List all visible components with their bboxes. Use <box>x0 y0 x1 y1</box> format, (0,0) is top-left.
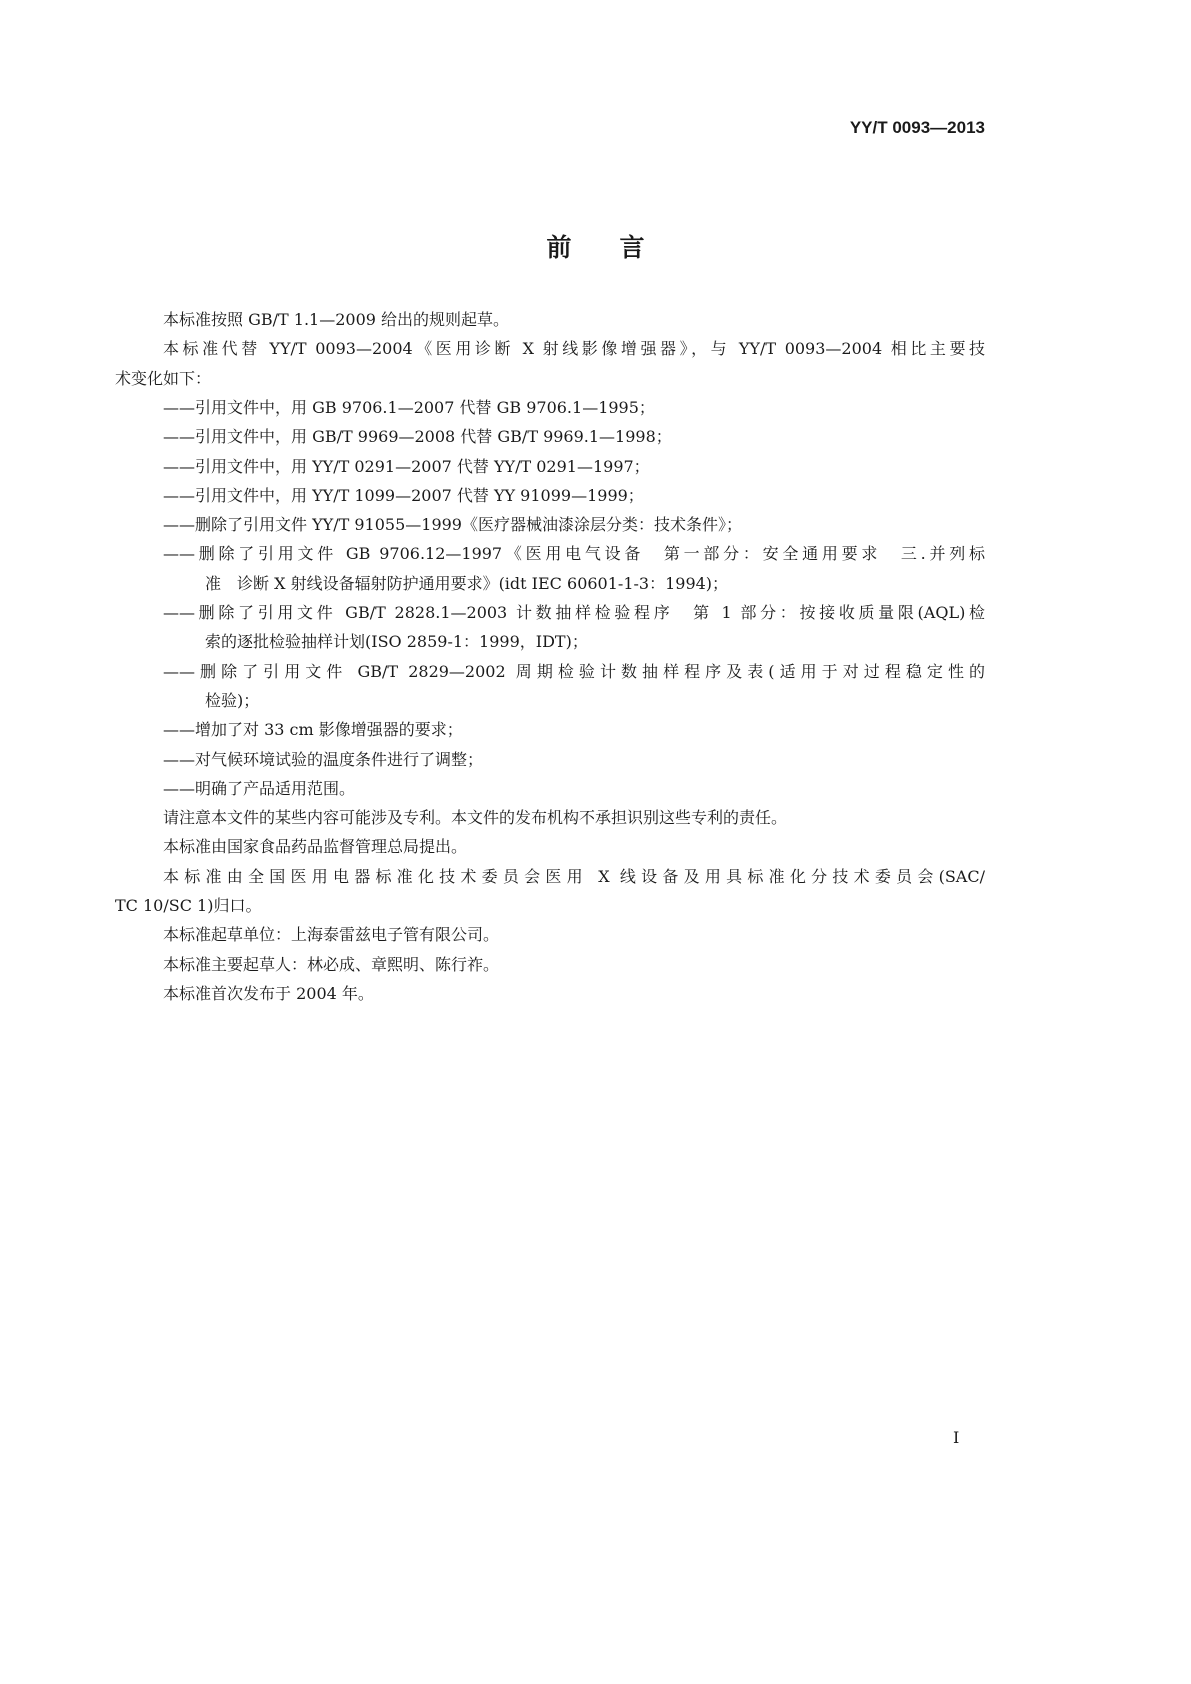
list-item: ——引用文件中，用 GB/T 9969—2008 代替 GB/T 9969.1—1998； <box>163 427 672 447</box>
list-item: ——删除了引用文件 GB 9706.12—1997《医用电气设备 第一部分：安全通用要求 三.并列标 <box>163 544 985 564</box>
list-item: ——明确了产品适用范围。 <box>163 778 356 798</box>
list-item-continuation: 检验)； <box>205 690 260 710</box>
paragraph-line: 本标准由国家食品药品监督管理总局提出。 <box>163 837 468 857</box>
page-number: I <box>953 1428 960 1447</box>
list-item: ——对气候环境试验的温度条件进行了调整； <box>163 749 484 769</box>
page-title: 前言 <box>546 233 693 262</box>
list-item: ——删除了引用文件 YY/T 91055—1999《医疗器械油漆涂层分类：技术条件》； <box>163 515 742 535</box>
list-item: ——引用文件中，用 GB 9706.1—2007 代替 GB 9706.1—1995； <box>163 397 655 417</box>
list-item: ——删除了引用文件 GB/T 2828.1—2003 计数抽样检验程序 第 1 部分：按接收质量限(AQL)检 <box>163 603 985 622</box>
paragraph-line: TC 10/SC 1)归口。 <box>115 896 262 915</box>
paragraph-line: 本标准起草单位：上海泰雷兹电子管有限公司。 <box>163 925 500 945</box>
paragraph-line: 本标准代替 YY/T 0093—2004《医用诊断 X 射线影像增强器》，与 YY/T 0093—2004 相比主要技 <box>163 339 985 359</box>
list-item-continuation: 索的逐批检验抽样计划(ISO 2859-1：1999，IDT)； <box>205 632 588 652</box>
list-item: ——删除了引用文件 GB/T 2829—2002 周期检验计数抽样程序及表(适用于对过程稳定性的 <box>163 661 985 681</box>
list-item: ——引用文件中，用 YY/T 0291—2007 代替 YY/T 0291—1997； <box>163 456 650 476</box>
list-item: ——引用文件中，用 YY/T 1099—2007 代替 YY 91099—1999； <box>163 485 644 505</box>
standard-code-header: YY/T 0093—2013 <box>849 118 985 137</box>
paragraph-line: 本标准首次发布于 2004 年。 <box>163 983 374 1003</box>
paragraph-line: 请注意本文件的某些内容可能涉及专利。本文件的发布机构不承担识别这些专利的责任。 <box>163 808 788 828</box>
list-item: ——增加了对 33 cm 影像增强器的要求； <box>163 720 463 740</box>
paragraph-line: 本标准按照 GB/T 1.1—2009 给出的规则起草。 <box>163 310 510 329</box>
list-item-continuation: 准 诊断 X 射线设备辐射防护通用要求》(idt IEC 60601-1-3：1994)； <box>205 573 729 593</box>
paragraph-line: 术变化如下： <box>115 368 212 388</box>
paragraph-line: 本标准主要起草人：林必成、章熙明、陈行祚。 <box>163 954 500 974</box>
paragraph-line: 本标准由全国医用电器标准化技术委员会医用 X 线设备及用具标准化分技术委员会(SAC/ <box>163 866 985 886</box>
